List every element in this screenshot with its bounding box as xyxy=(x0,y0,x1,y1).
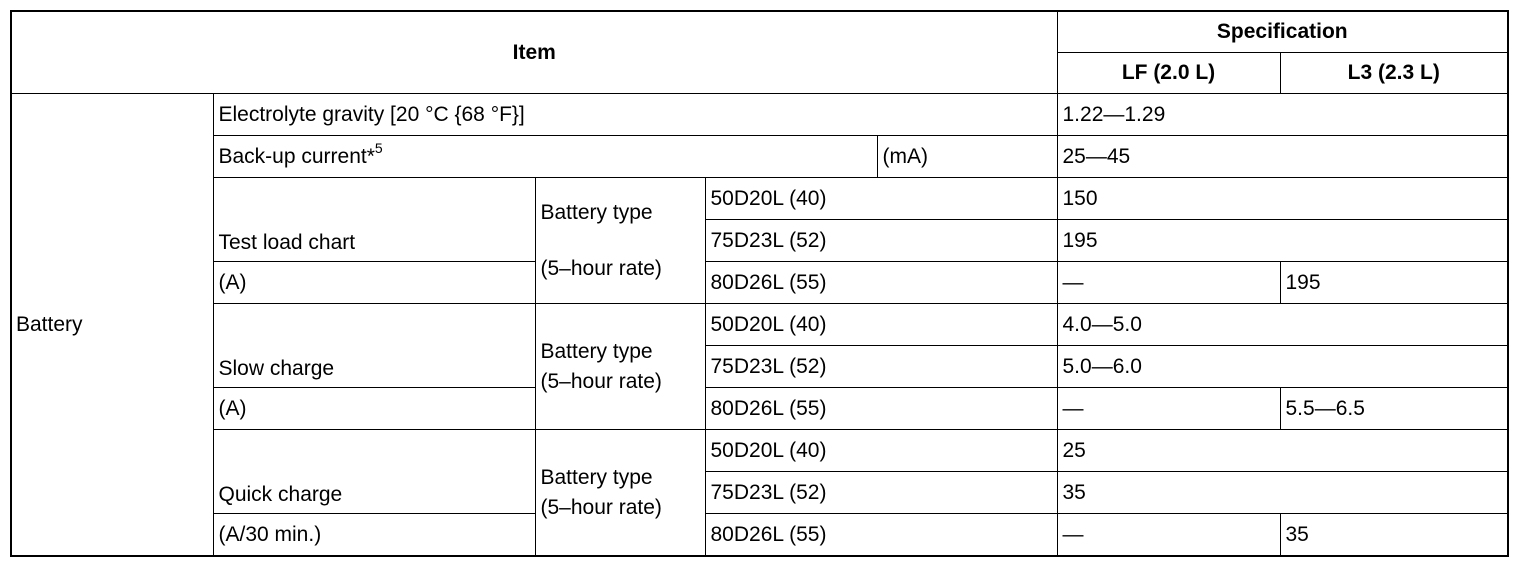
quick-charge-value: 25 xyxy=(1057,430,1508,472)
battery-size: 50D20L (40) xyxy=(705,304,1057,346)
slow-charge-value: 5.0—6.0 xyxy=(1057,346,1508,388)
battery-size: 75D23L (52) xyxy=(705,346,1057,388)
battery-size: 80D26L (55) xyxy=(705,388,1057,430)
quick-charge-unit: (A/30 min.) xyxy=(213,514,535,557)
slow-charge-unit: (A) xyxy=(213,388,535,430)
electrolyte-gravity-label: Electrolyte gravity [20 °C {68 °F}] xyxy=(213,94,1057,136)
backup-current-value: 25—45 xyxy=(1057,136,1508,178)
slow-charge-value-lf: — xyxy=(1057,388,1280,430)
test-load-label: Test load chart xyxy=(213,178,535,262)
quick-charge-label: Quick charge xyxy=(213,430,535,514)
specification-header: Specification xyxy=(1057,11,1508,53)
slow-charge-value-l3: 5.5—6.5 xyxy=(1280,388,1508,430)
battery-size: 75D23L (52) xyxy=(705,220,1057,262)
battery-spec-table xyxy=(10,10,1509,557)
test-load-unit: (A) xyxy=(213,262,535,304)
battery-size: 50D20L (40) xyxy=(705,430,1057,472)
footnote-marker: 5 xyxy=(374,139,383,156)
electrolyte-gravity-value: 1.22—1.29 xyxy=(1057,94,1508,136)
test-load-value: 150 xyxy=(1057,178,1508,220)
test-load-battery-type: Battery type (5–hour rate) xyxy=(535,178,705,304)
battery-size: 80D26L (55) xyxy=(705,514,1057,557)
battery-size: 75D23L (52) xyxy=(705,472,1057,514)
battery-size: 50D20L (40) xyxy=(705,178,1057,220)
quick-charge-value-lf: — xyxy=(1057,514,1280,557)
test-load-value-l3: 195 xyxy=(1280,262,1508,304)
quick-charge-battery-type: Battery type (5–hour rate) xyxy=(535,430,705,557)
quick-charge-value: 35 xyxy=(1057,472,1508,514)
spec-page xyxy=(10,10,1507,562)
slow-charge-value: 4.0—5.0 xyxy=(1057,304,1508,346)
slow-charge-battery-type: Battery type (5–hour rate) xyxy=(535,304,705,430)
battery-size: 80D26L (55) xyxy=(705,262,1057,304)
l3-header: L3 (2.3 L) xyxy=(1280,53,1508,94)
slow-charge-label: Slow charge xyxy=(213,304,535,388)
backup-current-label: Back-up current*$^5$ xyxy=(213,136,877,178)
backup-current-unit: (mA) xyxy=(877,136,1057,178)
item-header: Item xyxy=(11,11,1057,94)
quick-charge-value-l3: 35 xyxy=(1280,514,1508,557)
test-load-value-lf: — xyxy=(1057,262,1280,304)
battery-label: Battery xyxy=(11,94,213,557)
lf-header: LF (2.0 L) xyxy=(1057,53,1280,94)
test-load-value: 195 xyxy=(1057,220,1508,262)
